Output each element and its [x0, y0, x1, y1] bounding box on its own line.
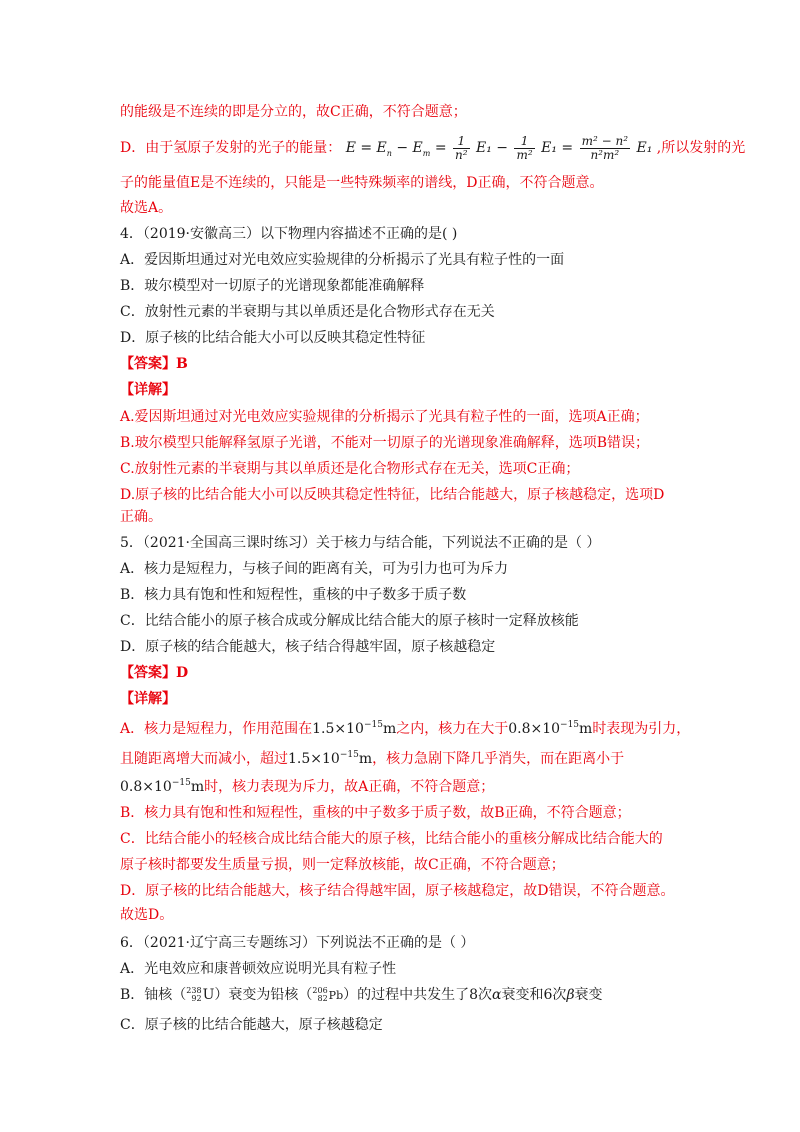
question-5-option-c: C．比结合能小的原子核合成或分解成比结合能大的原子核时一定释放核能 — [120, 613, 579, 629]
equation-intro: D．由于氢原子发射的光子的能量： — [120, 140, 342, 156]
question-6-stem: 6．（2021·辽宁高三专题练习）下列说法不正确的是（ ） — [120, 935, 475, 951]
detail-5-a-cont: 且随距离增大而减小，超过$1.5\times 10^{-15}m$，核力急剧下降几乎消失，而在距离小于 — [120, 750, 625, 767]
question-5-option-a: A．核力是短程力，与核子间的距离有关，可为引力也可为斥力 — [120, 561, 509, 577]
equation-tail: ,所以发射的光 — [656, 140, 746, 156]
question-4-option-d: D．原子核的比结合能大小可以反映其稳定性特征 — [120, 330, 426, 346]
question-6-option-c: C．原子核的比结合能越大，原子核越稳定 — [120, 1017, 383, 1033]
uranium-nuclide: 238 92 — [186, 986, 202, 1003]
answer-5: 【答案】D — [120, 665, 189, 681]
conclusion-line: 故选A。 — [120, 200, 173, 216]
question-5-option-b: B．核力具有饱和性和短程性，重核的中子数多于质子数 — [120, 587, 467, 603]
answer-4: 【答案】B — [120, 356, 188, 372]
lead-nuclide: 206 82 — [312, 986, 328, 1003]
question-6-option-a: A．光电效应和康普顿效应说明光具有粒子性 — [120, 961, 397, 977]
detail-5-a-cont2: $0.8\times 10^{-15}m$时，核力表现为斥力，故A正确，不符合题意； — [120, 778, 495, 795]
detail-5-b: B．核力具有饱和性和短程性，重核的中子数多于质子数，故B正确，不符合题意； — [120, 805, 631, 821]
detail-4-a: A.爱因斯坦通过对光电效应实验规律的分析揭示了光具有粒子性的一面，选项A正确； — [120, 409, 649, 425]
detail-5-d: D．原子核的比结合能越大，核子结合得越牢固，原子核越稳定，故D错误，不符合题意。 — [120, 883, 675, 899]
question-6-option-b: B．铀核（ 238 92 U）衰变为铅核（ 206 82 Pb）的过程中共发生了8次α衰变和6次β衰变 — [120, 986, 603, 1003]
energy-equation: $E = E_n - E_m$ = $\frac{1}{\text{n²}}$ E₁ − $\frac{1}{\text{m²}}$ E₁ = $\frac{\text{m² − n²}}{\text{n²m²}}$ E₁ — [345, 133, 653, 162]
question-4-option-c: C．放射性元素的半衰期与其以单质还是化合物形式存在无关 — [120, 304, 495, 320]
conclusion-5: 故选D。 — [120, 907, 174, 923]
explanation-line: 子的能量值E是不连续的，只能是一些特殊频率的谱线，D正确，不符合题意。 — [120, 175, 604, 191]
question-4-option-b: B．玻尔模型对一切原子的光谱现象都能准确解释 — [120, 278, 425, 294]
detail-5-heading: 【详解】 — [120, 691, 176, 707]
question-4-stem: 4．（2019·安徽高三）以下物理内容描述不正确的是( ) — [120, 226, 458, 242]
detail-4-b: B.玻尔模型只能解释氢原子光谱，不能对一切原子的光谱现象准确解释，选项B错误； — [120, 435, 650, 451]
detail-5-c: C．比结合能小的轻核合成比结合能大的原子核，比结合能小的重核分解成比结合能大的 — [120, 831, 663, 847]
detail-4-c: C.放射性元素的半衰期与其以单质还是化合物形式存在无关，选项C正确； — [120, 461, 580, 477]
detail-4-d-cont: 正确。 — [120, 509, 162, 525]
detail-4-d: D.原子核的比结合能大小可以反映其稳定性特征，比结合能越大，原子核越稳定，选项D — [120, 487, 665, 503]
detail-5-a: A．核力是短程力，作用范围在$1.5\times 10^{-15}m$之内，核力在大于$0.8\times 10^{-15}m$时表现为引力， — [120, 720, 691, 737]
question-5-stem: 5．（2021·全国高三课时练习）关于核力与结合能，下列说法不正确的是（ ） — [120, 535, 601, 551]
detail-5-c-cont: 原子核时都要发生质量亏损，则一定释放核能，故C正确，不符合题意； — [120, 857, 565, 873]
explanation-line: 的能级是不连续的即是分立的，故C正确，不符合题意； — [120, 104, 467, 120]
explanation-line-equation — [120, 134, 745, 168]
question-4-option-a: A．爱因斯坦通过对光电效应实验规律的分析揭示了光具有粒子性的一面 — [120, 252, 565, 268]
detail-4-heading: 【详解】 — [120, 382, 176, 398]
question-5-option-d: D．原子核的结合能越大，核子结合得越牢固，原子核越稳定 — [120, 639, 496, 655]
